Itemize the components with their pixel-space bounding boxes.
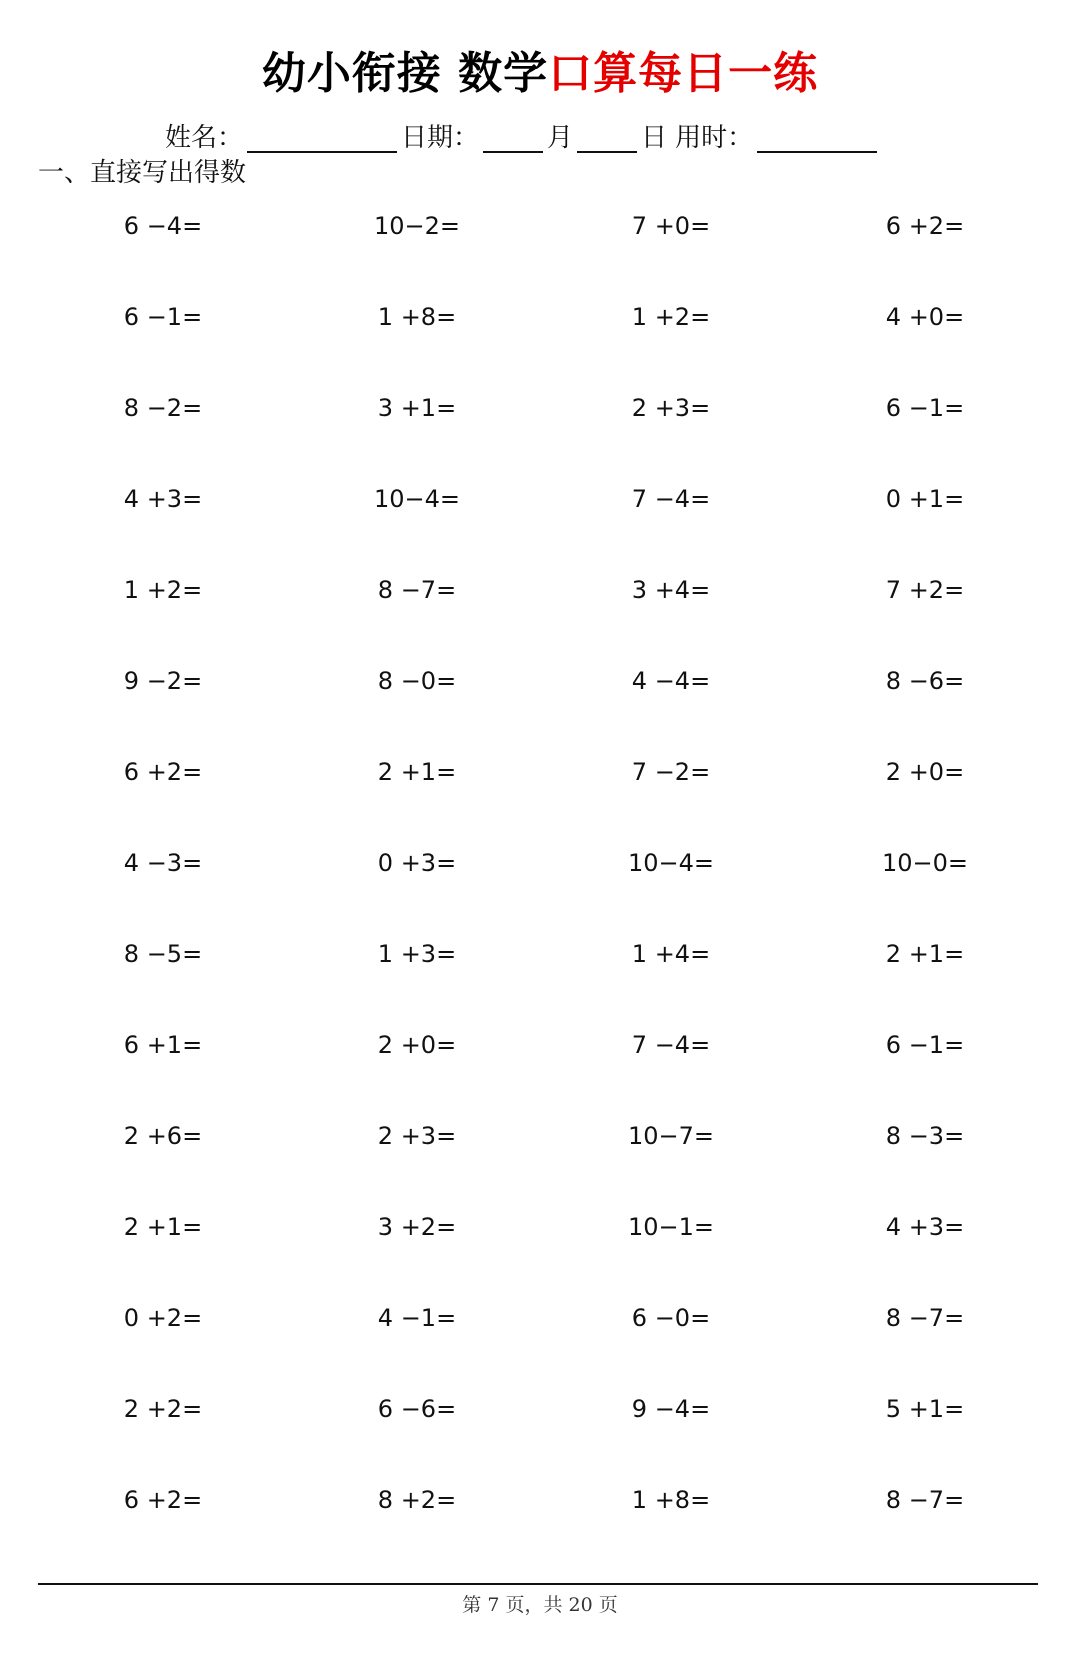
title-black-part: 幼小衔接 数学 (261, 48, 549, 99)
problem-row (0, 210, 1080, 301)
time-label: 用时： (675, 123, 754, 153)
arithmetic-problem: 3 +4= (631, 576, 711, 604)
arithmetic-problem: 4 −4= (631, 667, 711, 695)
arithmetic-problem: 10−2= (373, 212, 461, 240)
arithmetic-problem: 7 +2= (885, 576, 965, 604)
arithmetic-problem: 7 −2= (631, 758, 711, 786)
arithmetic-problem: 4 −3= (123, 849, 203, 877)
arithmetic-problem: 7 +0= (631, 212, 711, 240)
title-red-part: 口算每日一练 (548, 48, 819, 99)
problem-grid (0, 210, 1080, 1575)
arithmetic-problem: 2 +1= (377, 758, 457, 786)
arithmetic-problem: 2 +3= (631, 394, 711, 422)
arithmetic-problem: 1 +8= (377, 303, 457, 331)
arithmetic-problem: 4 +3= (885, 1213, 965, 1241)
arithmetic-problem: 1 +4= (631, 940, 711, 968)
arithmetic-problem: 6 −1= (123, 303, 203, 331)
page-number: 第 7 页，共 20 页 (462, 1594, 618, 1616)
month-label: 月 (547, 123, 574, 153)
problem-row (0, 756, 1080, 847)
arithmetic-problem: 6 +2= (123, 1486, 203, 1514)
arithmetic-problem: 9 −2= (123, 667, 203, 695)
arithmetic-problem: 6 −1= (885, 1031, 965, 1059)
problem-row (0, 483, 1080, 574)
problem-row (0, 938, 1080, 1029)
arithmetic-problem: 2 +0= (377, 1031, 457, 1059)
day-label: 日 (641, 123, 668, 153)
problem-row (0, 1484, 1080, 1575)
arithmetic-problem: 10−7= (627, 1122, 715, 1150)
arithmetic-problem: 2 +0= (885, 758, 965, 786)
worksheet-title (0, 44, 1080, 104)
arithmetic-problem: 6 +1= (123, 1031, 203, 1059)
arithmetic-problem: 8 −3= (885, 1122, 965, 1150)
arithmetic-problem: 2 +1= (885, 940, 965, 968)
arithmetic-problem: 1 +3= (377, 940, 457, 968)
arithmetic-problem: 9 −4= (631, 1395, 711, 1423)
arithmetic-problem: 6 −1= (885, 394, 965, 422)
arithmetic-problem: 2 +6= (123, 1122, 203, 1150)
arithmetic-problem: 4 +3= (123, 485, 203, 513)
student-info-line (165, 121, 881, 155)
arithmetic-problem: 10−4= (373, 485, 461, 513)
arithmetic-problem: 4 +0= (885, 303, 965, 331)
problem-row (0, 574, 1080, 665)
arithmetic-problem: 6 +2= (885, 212, 965, 240)
month-blank[interactable] (483, 125, 543, 153)
arithmetic-problem: 3 +2= (377, 1213, 457, 1241)
arithmetic-problem: 10−1= (627, 1213, 715, 1241)
arithmetic-problem: 6 +2= (123, 758, 203, 786)
problem-row (0, 1029, 1080, 1120)
time-blank[interactable] (757, 125, 877, 153)
arithmetic-problem: 1 +2= (123, 576, 203, 604)
arithmetic-problem: 0 +2= (123, 1304, 203, 1332)
problem-row (0, 392, 1080, 483)
arithmetic-problem: 8 −6= (885, 667, 965, 695)
arithmetic-problem: 6 −6= (377, 1395, 457, 1423)
problem-row (0, 301, 1080, 392)
arithmetic-problem: 8 −7= (885, 1486, 965, 1514)
arithmetic-problem: 2 +3= (377, 1122, 457, 1150)
arithmetic-problem: 0 +1= (885, 485, 965, 513)
arithmetic-problem: 8 +2= (377, 1486, 457, 1514)
name-label: 姓名： (165, 123, 244, 153)
arithmetic-problem: 1 +2= (631, 303, 711, 331)
arithmetic-problem: 10−4= (627, 849, 715, 877)
arithmetic-problem: 3 +1= (377, 394, 457, 422)
day-blank[interactable] (577, 125, 637, 153)
arithmetic-problem: 8 −0= (377, 667, 457, 695)
footer-divider (38, 1583, 1038, 1585)
arithmetic-problem: 8 −2= (123, 394, 203, 422)
name-blank[interactable] (247, 125, 397, 153)
section-title: 一、直接写出得数 (38, 158, 247, 188)
arithmetic-problem: 7 −4= (631, 1031, 711, 1059)
problem-row (0, 665, 1080, 756)
arithmetic-problem: 2 +1= (123, 1213, 203, 1241)
arithmetic-problem: 0 +3= (377, 849, 457, 877)
problem-row (0, 1120, 1080, 1211)
arithmetic-problem: 5 +1= (885, 1395, 965, 1423)
problem-row (0, 1393, 1080, 1484)
date-label: 日期： (401, 123, 480, 153)
problem-row (0, 1211, 1080, 1302)
arithmetic-problem: 6 −0= (631, 1304, 711, 1332)
arithmetic-problem: 6 −4= (123, 212, 203, 240)
arithmetic-problem: 2 +2= (123, 1395, 203, 1423)
problem-row (0, 847, 1080, 938)
arithmetic-problem: 4 −1= (377, 1304, 457, 1332)
arithmetic-problem: 1 +8= (631, 1486, 711, 1514)
arithmetic-problem: 8 −7= (885, 1304, 965, 1332)
problem-row (0, 1302, 1080, 1393)
arithmetic-problem: 8 −7= (377, 576, 457, 604)
arithmetic-problem: 10−0= (881, 849, 969, 877)
arithmetic-problem: 8 −5= (123, 940, 203, 968)
arithmetic-problem: 7 −4= (631, 485, 711, 513)
